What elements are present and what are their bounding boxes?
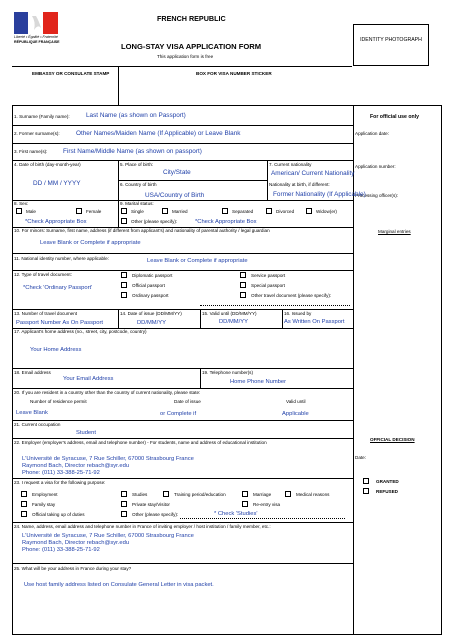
france-address-value[interactable]: Use host family address listed on Consulate General Letter in visa packet.: [24, 582, 214, 588]
phone-value[interactable]: Home Phone Number: [230, 379, 287, 385]
occupation-label: 21. Current occupation: [14, 422, 61, 427]
birthplace-label: 5. Place of birth:: [120, 162, 154, 167]
issued-by-label: 16. Issued by: [284, 311, 312, 316]
inviting-line3[interactable]: Phone: (011) 33-388-25-71-92: [22, 547, 100, 553]
official-decision: OFFICIAL DECISION: [370, 437, 415, 442]
reentry-label: Re-entry visa: [253, 502, 281, 507]
purpose-label: 23. I request a visa for the following purpose:: [14, 480, 106, 485]
family-checkbox[interactable]: [21, 501, 27, 507]
divorced-checkbox[interactable]: [266, 208, 272, 214]
doc-number-value[interactable]: Passport Number As On Passport: [16, 320, 103, 326]
home-address-value[interactable]: Your Home Address: [30, 347, 82, 353]
birth-country-label: 6. Country of birth: [120, 182, 157, 187]
dob-value[interactable]: DD / MM / YYYY: [33, 180, 81, 187]
single-checkbox[interactable]: [121, 208, 127, 214]
official-passport-label: Official passport: [132, 283, 165, 288]
widow-checkbox[interactable]: [306, 208, 312, 214]
logo-caption: RÉPUBLIQUE FRANÇAISE: [14, 40, 60, 44]
other-marital-checkbox[interactable]: [121, 218, 127, 224]
reentry-checkbox[interactable]: [242, 501, 248, 507]
service-checkbox[interactable]: [240, 272, 246, 278]
private-stay-checkbox[interactable]: [121, 501, 127, 507]
service-label: Service passport: [251, 273, 286, 278]
official-marginal: Marginal entries: [378, 229, 411, 234]
marriage-label: Marriage: [253, 492, 272, 497]
former-surname-label: 2. Former surname(s):: [14, 131, 60, 136]
separated-checkbox[interactable]: [222, 208, 228, 214]
official-app-date: Application date:: [355, 131, 389, 136]
country-heading: FRENCH REPUBLIC: [157, 14, 226, 23]
birth-nationality-label: Nationality at birth, if different:: [269, 182, 330, 187]
diplomatic-label: Diplomatic passport: [132, 273, 173, 278]
form-title: LONG-STAY VISA APPLICATION FORM: [121, 42, 262, 51]
issued-by-value[interactable]: As Written On Passport: [284, 319, 345, 325]
official-passport-checkbox[interactable]: [121, 282, 127, 288]
travel-doc-value[interactable]: *Check 'Ordinary Passport': [23, 285, 93, 291]
email-value[interactable]: Your Email Address: [63, 376, 114, 382]
single-label: Single: [131, 209, 144, 214]
republic-logo: [14, 12, 58, 52]
training-checkbox[interactable]: [163, 491, 169, 497]
valid-until-value[interactable]: DD/MM/YY: [219, 319, 248, 325]
official-duties-label: Official taking up of duties: [32, 512, 85, 517]
other-doc-checkbox[interactable]: [240, 292, 246, 298]
occupation-value[interactable]: Student: [76, 430, 96, 436]
official-duties-checkbox[interactable]: [21, 511, 27, 517]
marital-value[interactable]: *Check Appropriate Box: [195, 219, 257, 225]
france-address-label: 25. What will be your address in France during your stay?: [14, 566, 132, 571]
inviting-line2[interactable]: Raymond Bach, Director rebach@syr.edu: [22, 540, 130, 546]
email-label: 18. Email address: [14, 370, 51, 375]
logo-motto: Liberté • Égalité • Fraternité: [14, 35, 58, 39]
national-id-value[interactable]: Leave Blank or Complete if appropriate: [147, 258, 248, 264]
birthplace-value[interactable]: City/State: [163, 169, 191, 176]
permit-number-label: Number of residence permit: [30, 399, 87, 404]
stamp-label: EMBASSY OR CONSULATE STAMP: [32, 71, 110, 76]
employer-line1[interactable]: L'Université de Syracuse, 7 Rue Schiller, 67000 Strasbourg France: [22, 456, 194, 462]
refused-label: REFUSED: [376, 489, 398, 494]
photo-label: IDENTITY PHOTOGRAPH: [360, 37, 422, 43]
official-title: For official use only: [370, 114, 420, 120]
inviting-label: 24. Name, address, email address and telephone number in France of inviting employer / host institution / family member, etc.:: [14, 524, 271, 529]
female-label: Female: [86, 209, 102, 214]
permit-issue-value[interactable]: or Complete if: [160, 411, 197, 417]
first-name-label: 3. First name(s):: [14, 149, 48, 154]
nationality-value[interactable]: American/ Current Nationality: [271, 170, 355, 177]
former-surname-value[interactable]: Other Names/Maiden Name (If Applicable) or Leave Blank: [76, 130, 241, 137]
refused-box[interactable]: [363, 488, 369, 494]
female-checkbox[interactable]: [76, 208, 82, 214]
studies-label: Studies: [132, 492, 148, 497]
married-label: Married: [172, 209, 188, 214]
home-address-label: 17. Applicant's home address (no., street, city, postcode, country): [14, 329, 147, 334]
inviting-line1[interactable]: L'Université de Syracuse, 7 Rue Schiller, 67000 Strasbourg France: [22, 533, 194, 539]
sticker-label: BOX FOR VISA NUMBER STICKER: [196, 71, 272, 76]
family-label: Family stay: [32, 502, 56, 507]
medical-checkbox[interactable]: [285, 491, 291, 497]
permit-issue-label: Date of issue: [174, 399, 201, 404]
ordinary-label: Ordinary passport: [132, 293, 169, 298]
private-stay-label: Private stay/Visitor: [132, 502, 170, 507]
other-purpose-checkbox[interactable]: [121, 511, 127, 517]
surname-label: 1. Surname (Family name):: [14, 114, 70, 119]
medical-label: Medical reasons: [296, 492, 330, 497]
birth-nationality-value[interactable]: Former Nationality (If Applicable): [273, 191, 366, 198]
first-name-value[interactable]: First Name/Middle Name (as shown on passport): [63, 148, 202, 155]
diplomatic-checkbox[interactable]: [121, 272, 127, 278]
phone-label: 19. Telephone number(s): [202, 370, 253, 375]
widow-label: Widow(er): [316, 209, 337, 214]
travel-doc-label: 12. Type of travel document:: [14, 272, 72, 277]
training-label: Training period/education: [174, 492, 226, 497]
free-note: This application form is free: [157, 54, 214, 59]
official-officer: Processing officer(s):: [355, 193, 399, 198]
official-divider: [353, 105, 354, 635]
married-checkbox[interactable]: [162, 208, 168, 214]
surname-value[interactable]: Last Name (as shown on Passport): [86, 112, 186, 119]
valid-until-label: 15. Valid until (DD/MM/YY): [202, 311, 257, 316]
employment-label: Employment: [32, 492, 58, 497]
employer-label: 22. Employer (employer's address, email and telephone number) - For students, name and address of educational institution: [14, 440, 267, 445]
employer-line2[interactable]: Raymond Bach, Director rebach@syr.edu: [22, 463, 130, 469]
other-purpose-label: Other (please specify):: [132, 512, 179, 517]
permit-number-value[interactable]: Leave Blank: [16, 410, 48, 416]
special-checkbox[interactable]: [240, 282, 246, 288]
marriage-checkbox[interactable]: [242, 491, 248, 497]
minors-label: 10. For minors: Surname, first name, address (if different from applicant's) and nationality of parental authority / legal guardian: [14, 228, 270, 233]
other-doc-label: Other travel document (please specify):: [251, 293, 332, 298]
divorced-label: Divorced: [276, 209, 295, 214]
national-id-label: 11. National identity number, where applicable:: [14, 256, 109, 261]
official-date: Date:: [355, 455, 366, 460]
other-marital-label: Other (please specify):: [131, 219, 178, 224]
doc-number-label: 13. Number of travel document: [14, 311, 78, 316]
flag-icon: [14, 12, 58, 34]
sex-value[interactable]: *Check Appropriate Box: [25, 219, 87, 225]
nationality-label: 7. Current nationality: [269, 162, 312, 167]
ordinary-checkbox[interactable]: [121, 292, 127, 298]
issue-date-value[interactable]: DD/MM/YY: [137, 320, 166, 326]
permit-valid-label: Valid until: [286, 399, 306, 404]
employment-checkbox[interactable]: [21, 491, 27, 497]
male-checkbox[interactable]: [16, 208, 22, 214]
official-app-number: Application number:: [355, 164, 396, 169]
permit-valid-value[interactable]: Applicable: [282, 411, 309, 417]
studies-checkbox[interactable]: [121, 491, 127, 497]
male-label: Male: [26, 209, 36, 214]
residence-label: 20. If you are resident in a country other than the country of current nationality, please state:: [14, 390, 201, 395]
sex-label: 8. Sex:: [14, 201, 29, 206]
minors-value[interactable]: Leave Blank or Complete if appropriate: [40, 240, 141, 246]
dob-label: 4. Date of birth (day-month-year): [14, 162, 81, 167]
purpose-value[interactable]: * Check 'Studies': [214, 511, 258, 517]
granted-label: GRANTED: [376, 479, 399, 484]
birth-country-value[interactable]: USA/Country of Birth: [145, 192, 205, 199]
marital-label: 9. Marital status:: [120, 201, 154, 206]
issue-date-label: 14. Date of issue (DD/MM/YY): [120, 311, 182, 316]
granted-box[interactable]: [363, 478, 369, 484]
special-label: Special passport: [251, 283, 285, 288]
employer-line3[interactable]: Phone: (011) 33-388-25-71-92: [22, 470, 100, 476]
separated-label: Separated: [232, 209, 254, 214]
photo-box: [353, 24, 429, 66]
